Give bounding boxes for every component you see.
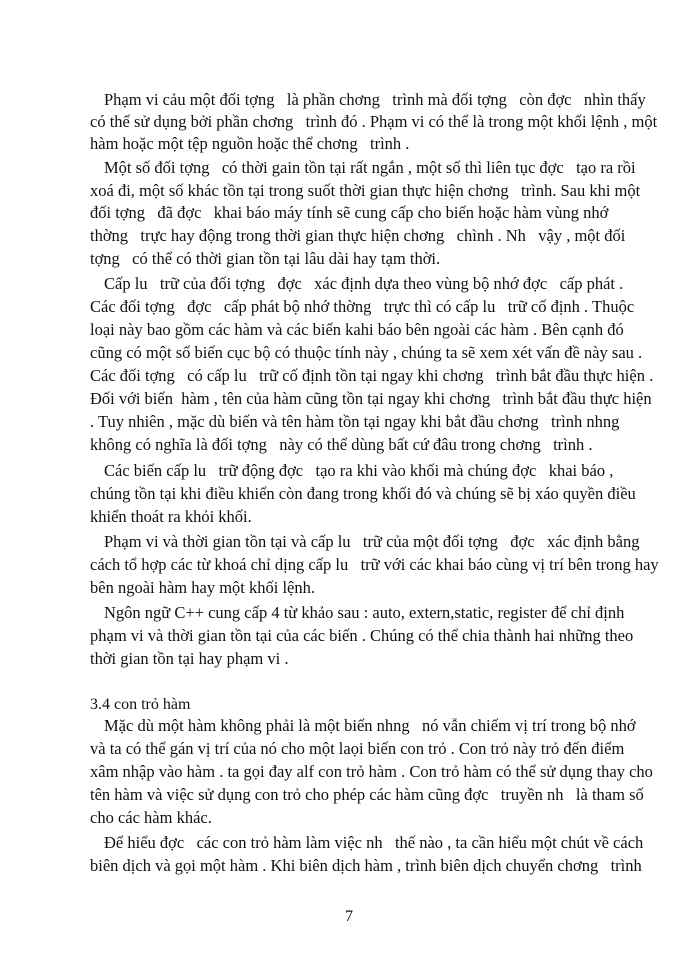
paragraph-3-line-6: Đối với biến hàm , tên của hàm cũng tồn tại ngay khi chơng trình bắt đầu thực hiện: [90, 389, 652, 408]
paragraph-2-line-3: đối tợng đã đợc khai báo máy tính sẽ cung cấp cho biến hoặc hàm vùng nhớ: [90, 203, 609, 222]
paragraph-6-line-2: phạm vi và thời gian tồn tại của các biến . Chúng có thể chia thành hai những theo: [90, 626, 634, 645]
paragraph-1-line-2: có thể sử dụng bởi phần chơng trình đó . Phạm vi có thể là trong một khối lệnh , một: [90, 112, 658, 131]
paragraph-3-line-4: cũng có một số biến cục bộ có thuộc tính này , chúng ta sẽ xem xét vấn đề này sau .: [90, 343, 643, 362]
paragraph-5-line-2: cách tổ hợp các từ khoá chỉ dịng cấp lu trữ với các khai báo cùng vị trí bên trong hay: [90, 555, 659, 574]
paragraph-6-line-3: thời gian tồn tại hay phạm vi .: [90, 649, 289, 668]
section-paragraph-2-line-2: biên dịch và gọi một hàm . Khi biên dịch hàm , trình biên dịch chuyển chơng trình: [90, 856, 642, 875]
paragraph-2-line-1: Một số đối tợng có thời gain tồn tại rất ngắn , một số thì liên tục đợc tạo ra rồi: [104, 158, 636, 177]
paragraph-2-line-5: tợng có thể có thời gian tồn tại lâu dài hay tạm thời.: [90, 249, 441, 268]
section-heading: 3.4 con trỏ hàm: [90, 696, 191, 713]
paragraph-2-line-2: xoá đi, một số khác tồn tại trong suốt thời gian thực hiện chơng trình. Sau khi một: [90, 181, 641, 200]
section-paragraph-1-line-5: cho các hàm khác.: [90, 808, 212, 827]
paragraph-1-line-1: Phạm vi cảu một đối tợng là phần chơng trình mà đối tợng còn đợc nhìn thấy: [104, 90, 646, 109]
paragraph-3-line-1: Cấp lu trữ của đối tợng đợc xác định dựa theo vùng bộ nhớ đợc cấp phát .: [104, 274, 624, 293]
paragraph-3-line-7: . Tuy nhiên , mặc dù biến và tên hàm tồn tại ngay khi bắt đầu chơng trình nhng: [90, 412, 620, 431]
paragraph-5-line-1: Phạm vi và thời gian tồn tại và cấp lu trữ của một đối tợng đợc xác định bằng: [104, 532, 640, 551]
paragraph-3-line-8: không có nghĩa là đối tợng này có thể dùng bất cứ đâu trong chơng trình .: [90, 435, 593, 454]
paragraph-2-line-4: thờng trực hay động trong thời gian thực hiện chơng chình . Nh vậy , một đối: [90, 226, 626, 245]
paragraph-4-line-2: chúng tồn tại khi điều khiển còn đang trong khối đó và chúng sẽ bị xáo quyền điều: [90, 484, 636, 503]
paragraph-4-line-3: khiển thoát ra khỏi khối.: [90, 507, 252, 526]
paragraph-4-line-1: Các biến cấp lu trữ động đợc tạo ra khi vào khối mà chúng đợc khai báo ,: [104, 461, 614, 480]
paragraph-6-line-1: Ngôn ngữ C++ cung cấp 4 từ khảo sau : auto, extern,static, register để chỉ định: [104, 603, 625, 622]
section-paragraph-1-line-1: Mặc dù một hàm không phải là một biến nhng nó vẫn chiếm vị trí trong bộ nhớ: [104, 716, 636, 735]
section-paragraph-1-line-4: tên hàm và việc sử dụng con trỏ cho phép các hàm cũng đợc truyền nh là tham số: [90, 785, 644, 804]
paragraph-3-line-2: Các đối tợng đợc cấp phát bộ nhớ thờng trực thì có cấp lu trữ cố định . Thuộc: [90, 297, 635, 316]
paragraph-3-line-3: loại này bao gồm các hàm và các biến kahi báo bên ngoài các hàm . Bên cạnh đó: [90, 320, 624, 339]
page-number: 7: [345, 908, 353, 925]
section-paragraph-1-line-3: xâm nhập vào hàm . ta gọi đay alf con trỏ hàm . Con trỏ hàm có thể sử dụng thay cho: [90, 762, 653, 781]
paragraph-3-line-5: Các đối tợng có cấp lu trữ cố định tồn tại ngay khi chơng trình bắt đầu thực hiện .: [90, 366, 654, 385]
section-paragraph-1-line-2: và ta có thể gán vị trí của nó cho một laọi biến con trỏ . Con trỏ này trỏ đến điểm: [90, 739, 625, 758]
paragraph-5-line-3: bên ngoài hàm hay một khối lệnh.: [90, 578, 315, 597]
paragraph-1-line-3: hàm hoặc một tệp nguồn hoặc thể chơng trình .: [90, 134, 410, 153]
section-paragraph-2-line-1: Để hiểu đợc các con trỏ hàm làm việc nh thế nào , ta cần hiểu một chút về cách: [104, 833, 644, 852]
